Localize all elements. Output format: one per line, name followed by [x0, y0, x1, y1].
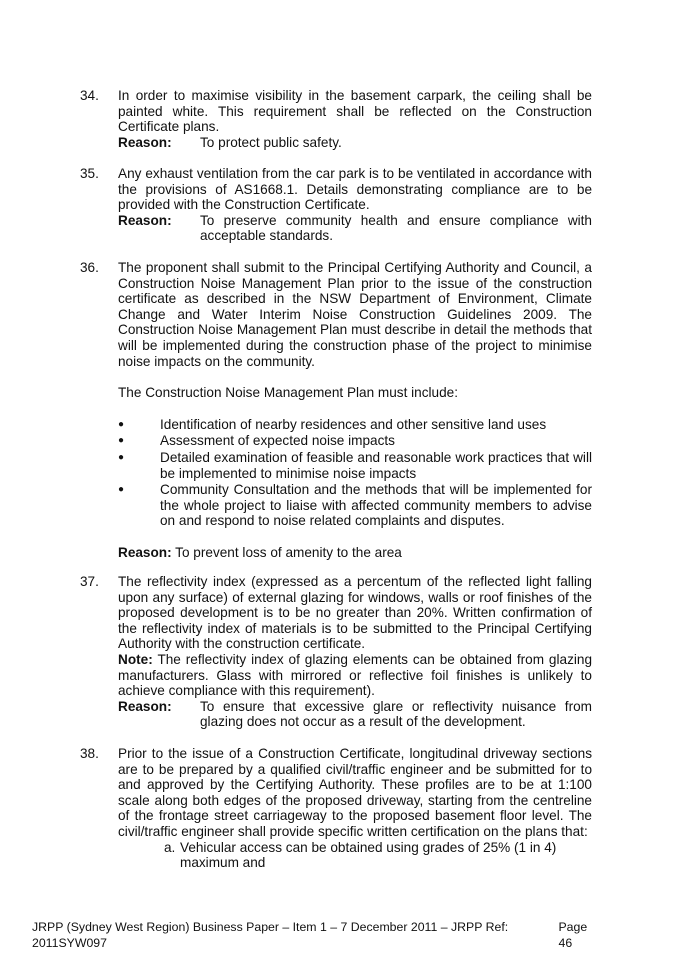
reason	[118, 213, 592, 244]
condition-36	[80, 260, 592, 561]
reason	[118, 545, 592, 561]
bullet-icon: ●	[118, 451, 125, 463]
bullet-icon: ●	[118, 484, 125, 496]
footer-reference: JRPP (Sydney West Region) Business Paper – Item 1 – 7 December 2011 – JRPP Ref: 2011SYW097	[32, 920, 509, 950]
reason-text: To ensure that excessive glare or reflectivity nuisance from glazing does not occur as a result of the development.	[200, 698, 592, 730]
condition-number: 38.	[80, 746, 99, 761]
page-number: Page 46	[558, 920, 588, 950]
reason-label: Reason:	[118, 134, 172, 150]
reason-text: To prevent loss of amenity to the area	[175, 544, 402, 560]
bullet-icon: ●	[118, 418, 125, 430]
condition-number: 36.	[80, 260, 99, 275]
note	[118, 652, 592, 699]
condition-text: The reflectivity index (expressed as a percentum of the reflected light falling upon any surface) of external glazing for windows, walls or roof finishes of the proposed development is to be no greater than 20%. Written confirmation of the reflectivity index of materials is to be submitted to the Principal Certifying Authority with the construction certificate.	[118, 574, 592, 652]
condition-34	[80, 88, 592, 150]
note-label: Note:	[118, 651, 153, 667]
condition-text: Any exhaust ventilation from the car park is to be ventilated in accordance with the provisions of AS1668.1. Details demonstrating compliance are to be provided with the Construction Certificate.	[118, 166, 592, 213]
reason-label: Reason:	[118, 212, 172, 228]
reason-text: To preserve community health and ensure compliance with acceptable standards.	[200, 212, 592, 244]
condition-number: 35.	[80, 166, 99, 181]
reason-label: Reason:	[118, 698, 172, 714]
sub-item-text: Vehicular access can be obtained using grades of 25% (1 in 4) maximum and	[180, 839, 557, 871]
reason	[118, 699, 592, 730]
condition-35	[80, 166, 592, 244]
list-item: ● Assessment of expected noise impacts	[118, 433, 395, 449]
reason-text: To protect public safety.	[200, 134, 342, 150]
condition-37	[80, 574, 592, 730]
bullet-icon: ●	[118, 435, 125, 447]
list-item: ● Community Consultation and the methods that will be implemented for the whole project to liaise with affected community members to advise on and respond to noise related complaints and disputes.	[118, 482, 592, 529]
condition-number: 37.	[80, 574, 99, 589]
sub-item-letter: a.	[164, 839, 176, 855]
reason-label: Reason:	[118, 544, 172, 560]
list-item: ● Identification of nearby residences and other sensitive land uses	[118, 416, 547, 432]
bullet-list	[118, 417, 592, 529]
reason	[118, 135, 592, 151]
list-item: ● Detailed examination of feasible and reasonable work practices that will be implemented to minimise noise impacts	[118, 449, 592, 481]
note-text: The reflectivity index of glazing elements can be obtained from glazing manufacturers. Glass with mirrored or reflective foil finishes is unlikely to achieve compliance with this requirement).	[118, 651, 593, 699]
condition-text: In order to maximise visibility in the basement carpark, the ceiling shall be painted white. This requirement shall be reflected on the Construction Certificate plans.	[118, 88, 592, 135]
sub-item	[164, 840, 592, 871]
condition-text: The proponent shall submit to the Principal Certifying Authority and Council, a Construction Noise Management Plan prior to the issue of the construction certificate as described in the NSW Department of Environment, Climate Change and Water Interim Noise Construction Guidelines 2009. The Construction Noise Management Plan must describe in detail the methods that will be implemented during the construction phase of the project to minimise noise impacts on the community.	[118, 260, 592, 369]
condition-number: 34.	[80, 88, 99, 103]
condition-subtext: The Construction Noise Management Plan must include:	[118, 385, 459, 401]
condition-text: Prior to the issue of a Construction Certificate, longitudinal driveway sections are to be prepared by a qualified civil/traffic engineer and be submitted for to and approved by the Certifying Authority. These profiles are to be at 1:100 scale along both edges of the proposed driveway, starting from the centreline of the frontage street carriageway to the proposed basement floor level. The civil/traffic engineer shall provide specific written certification on the plans that:	[118, 746, 592, 839]
page-footer	[32, 920, 602, 951]
condition-38	[80, 746, 592, 871]
